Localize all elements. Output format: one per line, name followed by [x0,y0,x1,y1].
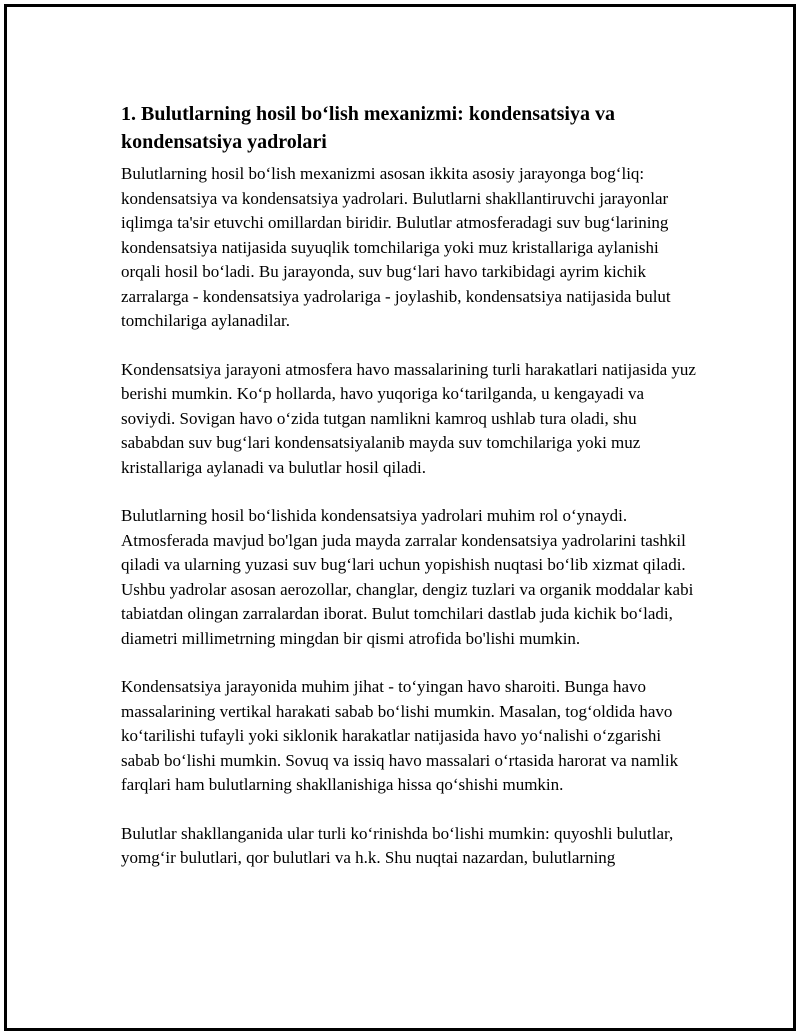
paragraph-4: Kondensatsiya jarayonida muhim jihat - to‘yingan havo sharoiti. Bunga havo massalarining vertikal harakati sabab bo‘lishi mumkin. Masalan, tog‘oldida havo ko‘tarilishi tufayli yoki siklonik harakatlar natijasida havo yo‘nalishi o‘zgarishi sabab bo‘lishi mumkin. Sovuq va issiq havo massalari o‘rtasida harorat va namlik farqlari ham bulutlarning shakllanishiga hissa qo‘shishi mumkin. [121,677,679,794]
section-heading: 1. Bulutlarning hosil bo‘lish mexanizmi: kondensatsiya va kondensatsiya yadrolari [121,103,615,153]
paragraph-1: Bulutlarning hosil bo‘lish mexanizmi asosan ikkita asosiy jarayonga bog‘liq: kondensatsiya va kondensatsiya yadrolari. Bulutlarni shakllantiruvchi jarayonlar iqlimga ta'sir etuvchi omillardan biridir. Bulutlar atmosferadagi suv bug‘larining kondensatsiya natijasida suyuqlik tomchilariga yoki muz kristallariga aylanishi orqali hosil bo‘ladi. Bu jarayonda, suv bug‘lari havo tarkibidagi ayrim kichik zarralarga - kondensatsiya yadrolariga - joylashib, kondensatsiya natijasida bulut tomchilariga aylanadilar. [121,164,671,330]
paragraph-3: Bulutlarning hosil bo‘lishida kondensatsiya yadrolari muhim rol o‘ynaydi. Atmosferada mavjud bo'lgan juda mayda zarralar kondensatsiya yadrolarini tashkil qiladi va ularning yuzasi suv bug‘lari uchun yopishish nuqtasi bo‘lib xizmat qiladi. Ushbu yadrolar asosan aerozollar, changlar, dengiz tuzlari va organik moddalar kabi tabiatdan olingan zarralardan iborat. Bulut tomchilari dastlab juda kichik bo‘ladi, diametri millimetrning mingdan bir qismi atrofida bo'lishi mumkin. [121,506,694,648]
document-body [121,100,701,895]
paragraph-2: Kondensatsiya jarayoni atmosfera havo massalarining turli harakatlari natijasida yuz berishi mumkin. Ko‘p hollarda, havo yuqoriga ko‘tarilganda, u kengayadi va soviydi. Sovigan havo o‘zida tutgan namlikni kamroq ushlab tura oladi, shu sababdan suv bug‘lari kondensatsiyalanib mayda suv tomchilariga yoki muz kristallariga aylanadi va bulutlar hosil qiladi. [121,359,696,477]
paragraph-5: Bulutlar shakllanganida ular turli ko‘rinishda bo‘lishi mumkin: quyoshli bulutlar, yomg‘ir bulutlari, qor bulutlari va h.k. Shu nuqtai nazardan, bulutlarning [121,823,674,867]
page-frame [4,4,796,1031]
